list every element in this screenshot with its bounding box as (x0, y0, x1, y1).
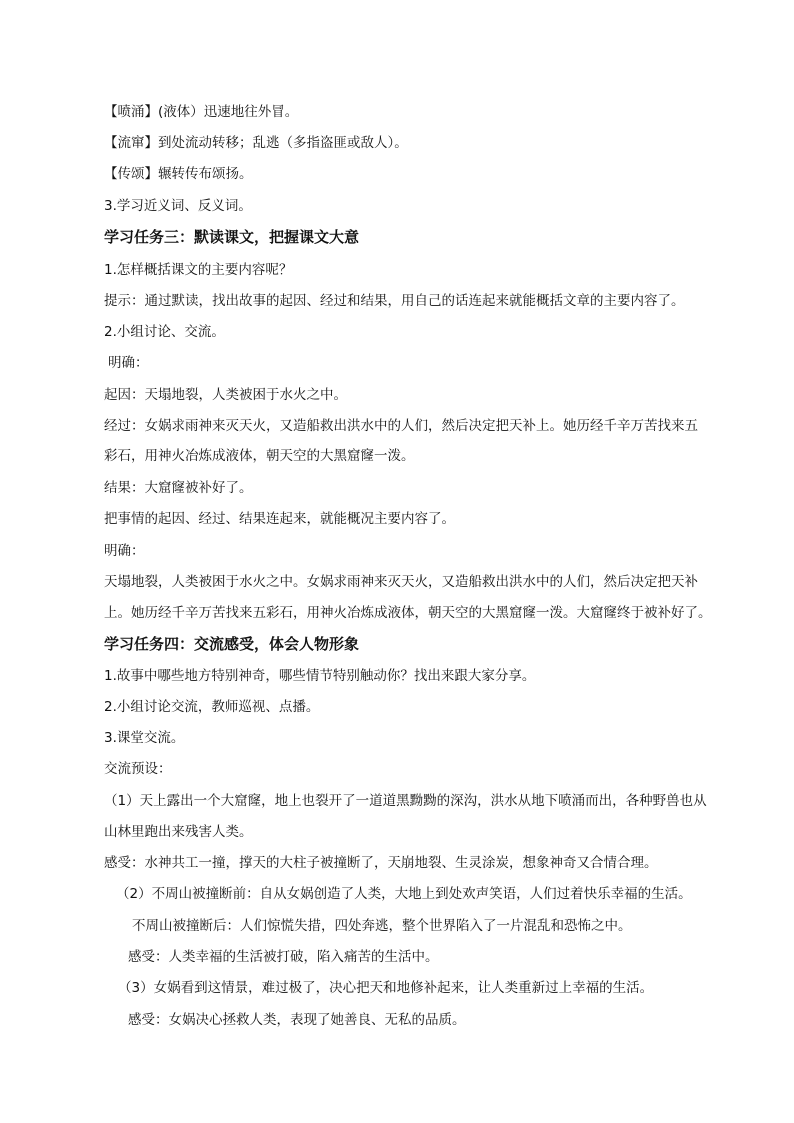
paragraph: （2）不周山被撞断前：自从女娲创造了人类，大地上到处欢声笑语，人们过着快乐幸福的生活。 (116, 886, 692, 902)
list-item: 1.故事中哪些地方特别神奇，哪些情节特别触动你？找出来跟大家分享。 (104, 668, 536, 684)
paragraph: 起因：天塌地裂，人类被困于水火之中。 (104, 387, 347, 403)
paragraph: 提示：通过默读，找出故事的起因、经过和结果，用自己的话连起来就能概括文章的主要内容了。 (104, 293, 685, 309)
paragraph: 把事情的起因、经过、结果连起来，就能概况主要内容了。 (104, 511, 455, 527)
paragraph: （1）天上露出一个大窟窿，地上也裂开了一道道黑黝黝的深沟，洪水从地下喷涌而出，各种野兽也从 (104, 793, 707, 809)
list-item: 1.怎样概括课文的主要内容呢？ (104, 262, 293, 278)
paragraph: 结果：大窟窿被补好了。 (104, 480, 253, 496)
paragraph: （3）女娲看到这情景，难过极了，决心把天和地修补起来，让人类重新过上幸福的生活。 (118, 980, 654, 996)
list-item: 2.小组讨论、交流。 (104, 324, 225, 340)
vocab-liucuan: 【流窜】到处流动转移；乱逃（多指盗匪或敌人）。 (104, 135, 408, 151)
paragraph: 明确： (108, 355, 149, 371)
paragraph: 上。她历经千辛万苦找来五彩石，用神火冶炼成液体，朝天空的大黑窟窿一泼。大窟窿终于被补好了。 (104, 605, 712, 621)
vocab-chuansong: 【传颂】辗转传布颂扬。 (104, 166, 253, 182)
paragraph: 感受：女娲决心拯救人类，表现了她善良、无私的品质。 (128, 1012, 466, 1028)
list-item: 3.课堂交流。 (104, 730, 185, 746)
list-item: 3.学习近义词、反义词。 (104, 198, 252, 214)
paragraph: 彩石，用神火冶炼成液体，朝天空的大黑窟窿一泼。 (104, 448, 415, 464)
paragraph: 山林里跑出来残害人类。 (104, 824, 253, 840)
list-item: 2.小组讨论交流，教师巡视、点播。 (104, 699, 320, 715)
paragraph: 经过：女娲求雨神来灭天火，又造船救出洪水中的人们，然后决定把天补上。她历经千辛万苦找来五 (104, 418, 698, 434)
paragraph: 交流预设： (104, 761, 172, 777)
paragraph: 感受：水神共工一撞，撑天的大柱子被撞断了，天崩地裂、生灵涂炭，想象神奇又合情合理。 (104, 855, 658, 871)
paragraph: 明确： (104, 543, 145, 559)
section-heading-task4: 学习任务四：交流感受，体会人物形象 (104, 635, 360, 653)
vocab-penyong: 【喷涌】(液体）迅速地往外冒。 (104, 104, 299, 120)
section-heading-task3: 学习任务三：默读课文，把握课文大意 (104, 228, 360, 246)
paragraph: 感受：人类幸福的生活被打破，陷入痛苦的生活中。 (128, 949, 439, 965)
paragraph: 不周山被撞断后：人们惊慌失措，四处奔逃，整个世界陷入了一片混乱和恐怖之中。 (132, 918, 632, 934)
paragraph: 天塌地裂，人类被困于水火之中。女娲求雨神来灭天火，又造船救出洪水中的人们，然后决定把天补 (104, 574, 698, 590)
